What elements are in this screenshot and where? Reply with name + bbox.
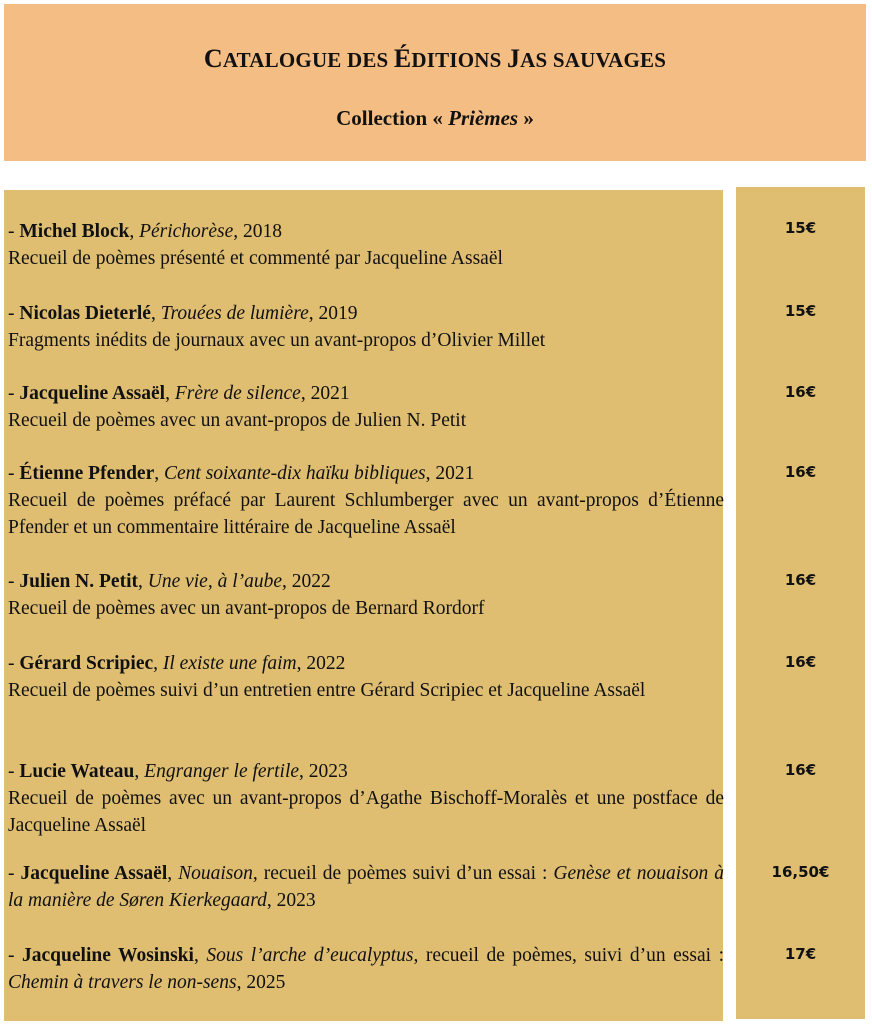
entry-dash: -: [8, 463, 20, 484]
title-initial: J: [506, 44, 521, 73]
separator: ,: [165, 383, 175, 404]
book-title: Périchorèse: [139, 221, 234, 242]
book-price: 16,50€: [771, 863, 830, 881]
book-entry: [8, 300, 724, 354]
publication-year: , 2022: [296, 653, 346, 674]
book-title: Il existe une faim: [162, 653, 297, 674]
separator: ,: [137, 571, 148, 592]
entry-dash: -: [8, 383, 20, 404]
book-entry: [8, 942, 724, 996]
title-text: ATALOGUE DES: [222, 48, 394, 72]
publication-year: , 2019: [308, 303, 358, 324]
book-title: Une vie, à l’aube: [147, 571, 283, 592]
essay-title: Genèse et nouaison à la manière de Søren Kierkegaard: [8, 863, 725, 911]
book-title: Sous l’arche d’eucalyptus: [206, 945, 414, 966]
book-price: 16€: [784, 463, 817, 481]
book-price: 15€: [784, 219, 817, 237]
book-price: 17€: [784, 945, 817, 963]
title-initial: É: [393, 44, 412, 73]
book-description: Recueil de poèmes suivi d’un entretien entre Gérard Scripiec et Jacqueline Assaël: [8, 680, 646, 701]
separator: ,: [129, 221, 140, 242]
separator: ,: [167, 863, 179, 884]
author-name: Nicolas Dieterlé: [19, 303, 151, 324]
book-description: Recueil de poèmes avec un avant-propos de Julien N. Petit: [8, 410, 467, 431]
author-name: Jacqueline Wosinski: [22, 945, 194, 966]
entry-dash: -: [8, 221, 20, 242]
book-entry: [8, 758, 724, 839]
separator: ,: [134, 761, 145, 782]
book-subtitle-text: , recueil de poèmes, suivi d’un essai :: [413, 945, 725, 966]
book-description: Recueil de poèmes avec un avant-propos d’Agathe Bischoff-Moralès et une postface de Jacqueline Assaël: [8, 788, 724, 836]
title-text: DITIONS: [411, 48, 507, 72]
book-subtitle-text: , recueil de poèmes suivi d’un essai :: [252, 863, 554, 884]
title-text: AS SAUVAGES: [520, 48, 667, 72]
prices-panel: [736, 187, 865, 1019]
book-entry: [8, 860, 724, 914]
book-title: Trouées de lumière: [160, 303, 309, 324]
catalogue-header: [4, 4, 866, 161]
entry-dash: -: [8, 863, 21, 884]
book-title: Engranger le fertile: [144, 761, 300, 782]
book-entry: [8, 650, 724, 704]
book-price: 16€: [784, 761, 817, 779]
entry-dash: -: [8, 303, 20, 324]
book-description: Recueil de poèmes avec un avant-propos de Bernard Rordorf: [8, 598, 485, 619]
entry-dash: -: [8, 761, 20, 782]
author-name: Jacqueline Assaël: [19, 383, 166, 404]
publication-year: , 2022: [282, 571, 331, 592]
entry-dash: -: [8, 571, 20, 592]
book-title: Nouaison: [178, 863, 253, 884]
essay-title: Chemin à travers le non-sens: [8, 972, 237, 993]
author-name: Jacqueline Assaël: [20, 863, 168, 884]
book-description: Fragments inédits de journaux avec un avant-propos d’Olivier Millet: [8, 330, 546, 351]
entry-dash: -: [8, 945, 23, 966]
entry-dash: -: [8, 653, 20, 674]
author-name: Lucie Wateau: [19, 761, 135, 782]
book-title: Cent soixante-dix haïku bibliques: [163, 463, 426, 484]
book-entry: [8, 380, 724, 434]
subtitle-prefix: Collection «: [336, 106, 449, 130]
book-entry: [8, 568, 724, 622]
book-entry: [8, 218, 724, 272]
book-price: 16€: [784, 571, 817, 589]
author-name: Étienne Pfender: [19, 463, 155, 484]
publication-year: , 2021: [300, 383, 350, 404]
separator: ,: [150, 303, 161, 324]
author-name: Michel Block: [19, 221, 130, 242]
collection-name: Prièmes: [448, 106, 519, 130]
book-title: Frère de silence: [174, 383, 301, 404]
catalogue-title: [4, 44, 866, 74]
publication-year: , 2025: [236, 972, 286, 993]
separator: ,: [154, 463, 164, 484]
publication-year: , 2018: [233, 221, 283, 242]
book-description: Recueil de poèmes présenté et commenté par Jacqueline Assaël: [8, 248, 503, 269]
publication-year: , 2021: [425, 463, 475, 484]
book-price: 16€: [784, 383, 817, 401]
separator: ,: [193, 945, 207, 966]
book-price: 15€: [784, 302, 817, 320]
book-price: 16€: [784, 653, 817, 671]
separator: ,: [153, 653, 163, 674]
books-list-panel: [4, 190, 723, 1021]
collection-subtitle: [4, 106, 866, 131]
author-name: Julien N. Petit: [19, 571, 138, 592]
publication-year: , 2023: [266, 890, 316, 911]
title-initial: C: [203, 44, 223, 73]
author-name: Gérard Scripiec: [19, 653, 154, 674]
publication-year: , 2023: [299, 761, 348, 782]
book-description: Recueil de poèmes préfacé par Laurent Schlumberger avec un avant-propos d’Étienne Pfender et un commentaire littéraire de Jacqueline Assaël: [8, 490, 724, 538]
book-entry: [8, 460, 724, 541]
subtitle-suffix: »: [518, 106, 534, 130]
